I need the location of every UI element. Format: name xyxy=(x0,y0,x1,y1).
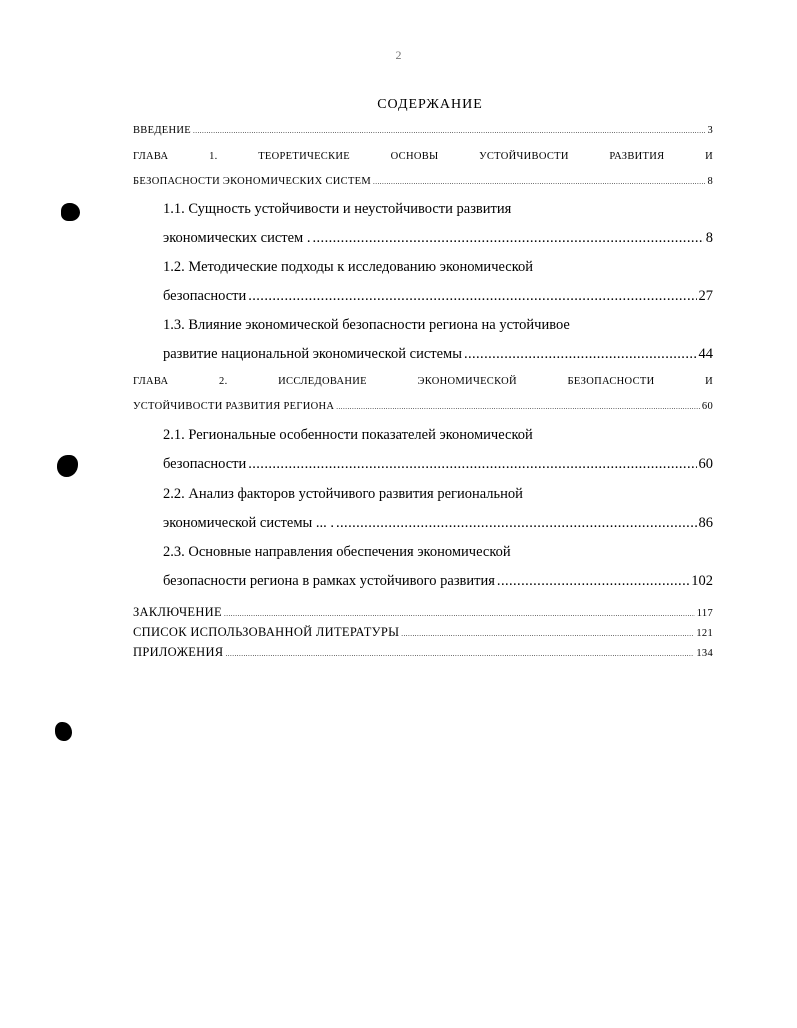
toc-section-2-2-line1[interactable]: 2.2. Анализ факторов устойчивого развития региональной xyxy=(163,486,523,502)
word: РАЗВИТИЯ xyxy=(609,151,665,162)
toc-page: 86 xyxy=(698,515,713,531)
word: ЭКОНОМИЧЕСКОЙ xyxy=(417,376,517,387)
word: ИССЛЕДОВАНИЕ xyxy=(278,376,367,387)
toc-entry-intro[interactable] xyxy=(133,125,713,136)
toc-section-1-2-line1[interactable]: 1.2. Методические подходы к исследованию экономической xyxy=(163,259,534,275)
word: И xyxy=(705,376,713,387)
leader-dots xyxy=(336,403,700,411)
page-title: СОДЕРЖАНИЕ xyxy=(377,97,483,112)
toc-chapter-1-line1[interactable] xyxy=(133,151,713,162)
word: 1. xyxy=(209,151,218,162)
toc-label: ЗАКЛЮЧЕНИЕ xyxy=(133,605,222,619)
toc-section-1-3-line2[interactable]: развитие национальной экономической системы ..... 44 xyxy=(163,346,713,363)
word: И xyxy=(705,151,713,162)
toc-section-1-2-line2[interactable]: безопасности ..... 27 xyxy=(163,288,713,305)
toc-page: 60 xyxy=(698,456,713,472)
toc-chapter-2-line1[interactable] xyxy=(133,376,713,387)
leader-dots xyxy=(497,573,689,590)
leader-dots xyxy=(225,650,694,658)
toc-page: 8 xyxy=(705,230,713,246)
toc-chapter-1-line2[interactable] xyxy=(133,176,713,187)
toc-page: 60 xyxy=(701,401,713,412)
toc-label: БЕЗОПАСНОСТИ ЭКОНОМИЧЕСКИХ СИСТЕМ xyxy=(133,176,372,187)
toc-page: 134 xyxy=(696,648,713,659)
punch-hole-mark xyxy=(55,722,72,741)
toc-section-1-3-line1[interactable]: 1.3. Влияние экономической безопасности региона на устойчивое xyxy=(163,317,570,333)
word: ГЛАВА xyxy=(133,151,169,162)
toc-entry-appendix[interactable] xyxy=(133,645,713,660)
leader-dots xyxy=(224,610,695,618)
page-number: 2 xyxy=(395,48,402,62)
toc-page: 121 xyxy=(696,628,713,639)
word: 2. xyxy=(219,376,228,387)
toc-entry-references[interactable] xyxy=(133,625,713,640)
toc-page: 3 xyxy=(707,125,713,136)
word: БЕЗОПАСНОСТИ xyxy=(567,376,655,387)
leader-dots xyxy=(401,630,694,638)
toc-page: 8 xyxy=(707,176,713,187)
word: УСТОЙЧИВОСТИ xyxy=(479,151,569,162)
leader-dots xyxy=(336,515,697,532)
toc-section-2-3-line1[interactable]: 2.3. Основные направления обеспечения экономической xyxy=(163,544,511,560)
leader-dots xyxy=(248,456,696,473)
leader-dots xyxy=(313,230,704,247)
leader-dots xyxy=(193,127,705,135)
toc-section-1-1-line1[interactable]: 1.1. Сущность устойчивости и неустойчивости развития xyxy=(163,201,512,217)
toc-page: 117 xyxy=(696,608,713,619)
toc-page: 27 xyxy=(698,288,713,304)
word: ОСНОВЫ xyxy=(390,151,439,162)
leader-dots xyxy=(248,288,696,305)
toc-page: 44 xyxy=(698,346,713,362)
toc-section-2-3-line2[interactable]: безопасности региона в рамках устойчивого развития ..... 102 xyxy=(163,573,713,590)
toc-page: 102 xyxy=(691,573,713,589)
punch-hole-mark xyxy=(61,203,80,221)
leader-dots xyxy=(464,346,697,363)
toc-section-1-1-line2[interactable]: экономических систем . ..... 8 xyxy=(163,230,713,247)
word: ГЛАВА xyxy=(133,376,169,387)
toc-section-2-1-line1[interactable]: 2.1. Региональные особенности показателей экономической xyxy=(163,427,533,443)
toc-label: УСТОЙЧИВОСТИ РАЗВИТИЯ РЕГИОНА xyxy=(133,401,335,412)
toc-section-2-2-line2[interactable]: экономической системы ... . ..... 86 xyxy=(163,515,713,532)
toc-label: ПРИЛОЖЕНИЯ xyxy=(133,645,224,659)
toc-chapter-2-line2[interactable] xyxy=(133,401,713,412)
word: ТЕОРЕТИЧЕСКИЕ xyxy=(258,151,350,162)
leader-dots xyxy=(373,178,705,186)
toc-label: СПИСОК ИСПОЛЬЗОВАННОЙ ЛИТЕРАТУРЫ xyxy=(133,625,400,639)
toc-label: ВВЕДЕНИЕ xyxy=(133,125,191,136)
toc-section-2-1-line2[interactable]: безопасности ..... 60 xyxy=(163,456,713,473)
toc-entry-conclusion[interactable] xyxy=(133,605,713,620)
